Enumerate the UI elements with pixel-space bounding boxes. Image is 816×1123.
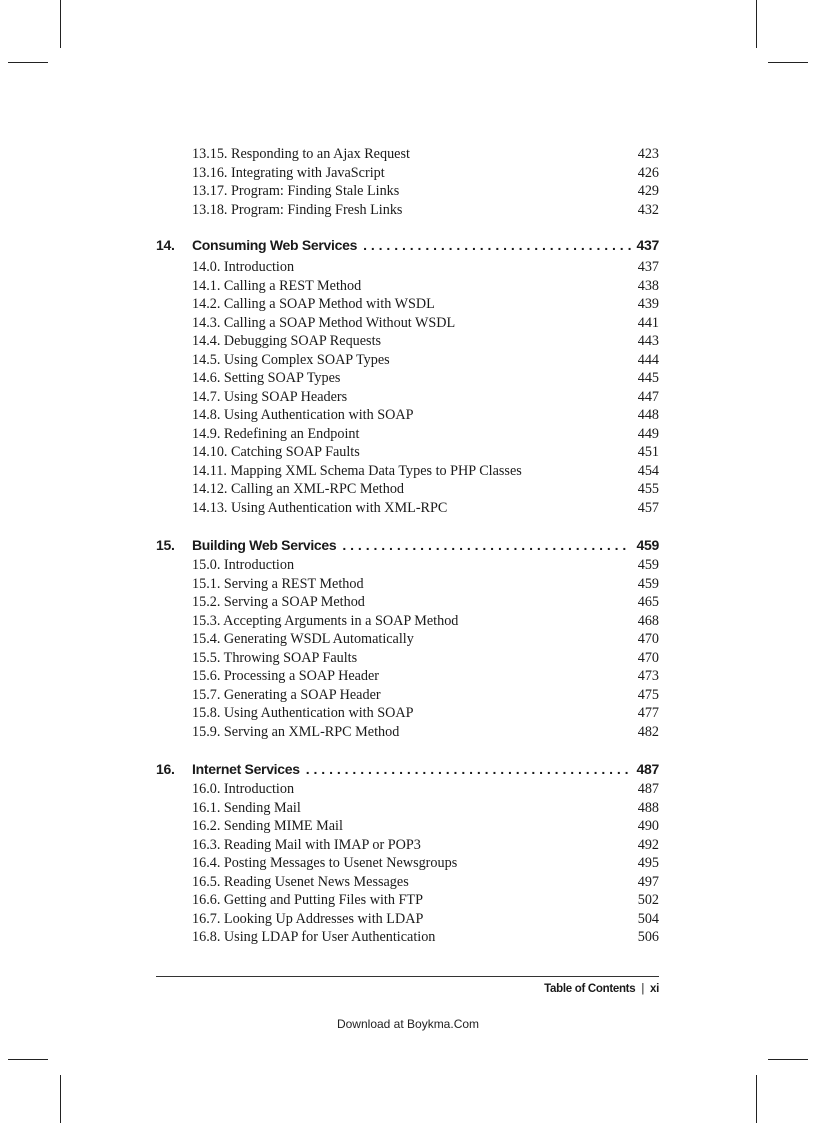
chapter-entry-list (156, 258, 659, 517)
chapter-page: 437 (636, 237, 659, 253)
toc-entry[interactable]: 15.0. Introduction 459 (192, 557, 659, 573)
toc-entry[interactable]: 16.7. Looking Up Addresses with LDAP 504 (192, 910, 659, 927)
toc-entry[interactable]: 16.3. Reading Mail with IMAP or POP3 492 (192, 836, 659, 853)
chapter-page: 459 (636, 537, 659, 553)
toc-entry[interactable]: 16.5. Reading Usenet News Messages 497 (192, 873, 659, 890)
chapter-heading[interactable] (156, 761, 659, 781)
toc-entry[interactable]: 14.7. Using SOAP Headers 447 (192, 388, 659, 405)
crop-mark (768, 62, 808, 63)
dot-leader (363, 237, 630, 253)
footer-separator: | (641, 983, 644, 995)
toc-entry[interactable]: 14.2. Calling a SOAP Method with WSDL 439 (192, 296, 659, 312)
crop-mark (60, 0, 61, 48)
toc-entry[interactable]: 15.8. Using Authentication with SOAP 477 (192, 705, 659, 721)
toc-entry[interactable]: 16.0. Introduction 487 (192, 781, 659, 797)
chapter-number: 14. (156, 237, 175, 253)
toc-entry[interactable]: 14.10. Catching SOAP Faults 451 (192, 444, 659, 460)
chapter-entry-list (156, 556, 659, 741)
toc-entry[interactable]: 15.1. Serving a REST Method 459 (192, 575, 659, 592)
crop-mark (768, 1059, 808, 1060)
toc-entry[interactable]: 16.2. Sending MIME Mail 490 (192, 818, 659, 834)
toc-entry[interactable]: 14.8. Using Authentication with SOAP 448 (192, 407, 659, 423)
toc-entry[interactable]: 15.5. Throwing SOAP Faults 470 (192, 649, 659, 666)
toc-entry[interactable]: 14.4. Debugging SOAP Requests 443 (192, 333, 659, 349)
chapter-title: Consuming Web Services (192, 237, 358, 253)
toc-entry[interactable]: 15.2. Serving a SOAP Method 465 (192, 594, 659, 610)
toc-entry[interactable]: 14.12. Calling an XML-RPC Method 455 (192, 481, 659, 497)
chapter-page: 487 (636, 761, 659, 777)
toc-entry[interactable]: 16.6. Getting and Putting Files with FTP 502 (192, 892, 659, 908)
toc-entry[interactable]: 13.17. Program: Finding Stale Links 429 (192, 183, 659, 199)
toc-entry[interactable]: 16.8. Using LDAP for User Authentication 506 (192, 929, 659, 945)
toc-entry[interactable]: 14.1. Calling a REST Method 438 (192, 277, 659, 294)
chapter-heading[interactable] (156, 237, 659, 257)
crop-mark (8, 62, 48, 63)
crop-mark (756, 0, 757, 48)
footer-divider (156, 976, 659, 977)
dot-leader (342, 537, 630, 553)
crop-mark (8, 1059, 48, 1060)
toc-entry[interactable]: 13.16. Integrating with JavaScript 426 (192, 164, 659, 181)
toc-entry[interactable]: 14.6. Setting SOAP Types 445 (192, 370, 659, 386)
toc-entry[interactable]: 14.3. Calling a SOAP Method Without WSDL 441 (192, 314, 659, 331)
toc-entry[interactable]: 15.9. Serving an XML-RPC Method 482 (192, 723, 659, 740)
toc-entry[interactable]: 14.11. Mapping XML Schema Data Types to PHP Classes 454 (192, 462, 659, 479)
toc-entry[interactable]: 15.6. Processing a SOAP Header 473 (192, 668, 659, 684)
chapter-title: Internet Services (192, 761, 300, 777)
chapter-number: 15. (156, 537, 175, 553)
toc-entry[interactable]: 15.3. Accepting Arguments in a SOAP Method 468 (192, 612, 659, 629)
toc-entry[interactable]: 16.4. Posting Messages to Usenet Newsgroups 495 (192, 855, 659, 871)
toc-entry[interactable]: 13.18. Program: Finding Fresh Links 432 (192, 201, 659, 218)
dot-leader (306, 761, 631, 777)
crop-mark (756, 1075, 757, 1123)
toc-entry[interactable]: 14.5. Using Complex SOAP Types 444 (192, 351, 659, 368)
chapter-title: Building Web Services (192, 537, 337, 553)
toc-entry[interactable]: 15.7. Generating a SOAP Header 475 (192, 686, 659, 703)
crop-mark (60, 1075, 61, 1123)
toc-entry[interactable]: 16.1. Sending Mail 488 (192, 799, 659, 816)
toc-entry[interactable]: 15.4. Generating WSDL Automatically 470 (192, 631, 659, 647)
running-footer (544, 983, 659, 995)
footer-page-number: xi (650, 983, 659, 995)
toc-entry[interactable]: 14.0. Introduction 437 (192, 259, 659, 275)
toc-entry[interactable]: 14.9. Redefining an Endpoint 449 (192, 425, 659, 442)
chapter-number: 16. (156, 761, 175, 777)
chapter-entry-list (156, 780, 659, 947)
chapter-heading[interactable] (156, 537, 659, 557)
download-note: Download at Boykma.Com (336, 1017, 480, 1031)
toc-continued-list (156, 145, 659, 219)
toc-entry[interactable]: 13.15. Responding to an Ajax Request 423 (192, 146, 659, 162)
footer-section-title: Table of Contents (544, 983, 636, 995)
toc-entry[interactable]: 14.13. Using Authentication with XML-RPC 457 (192, 499, 659, 516)
